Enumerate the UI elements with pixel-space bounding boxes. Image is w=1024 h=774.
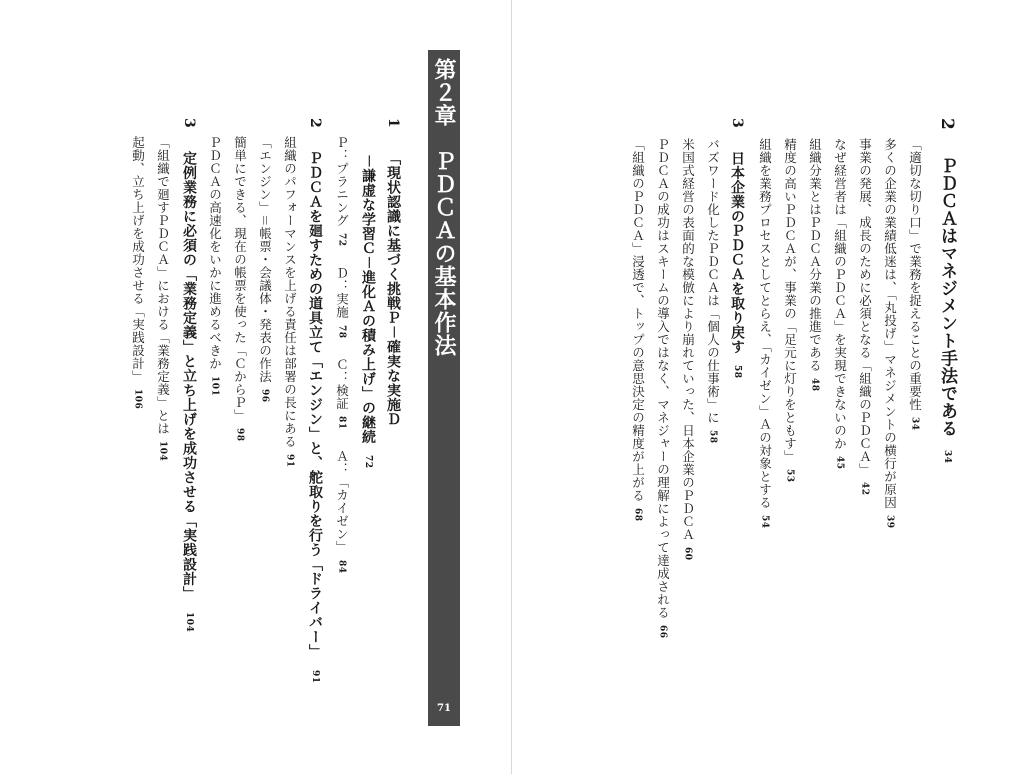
page-number: 104	[184, 611, 194, 633]
toc-item: 「適切な切り口」で業務を捉えることの重要性34	[907, 138, 923, 431]
page-number: 48	[809, 378, 820, 392]
toc-item: 「組織で廻すＰＤＣＡ」における「業務定義」とは104	[155, 136, 171, 462]
page-number: 42	[859, 482, 870, 496]
toc-item: なぜ経営者は「組織のＰＤＣＡ」を実現できないのか45	[832, 138, 848, 470]
toc-section-3-heading	[730, 118, 744, 379]
page-number: 45	[834, 456, 845, 470]
page-number: 96	[259, 389, 270, 403]
section-number: 3	[181, 118, 197, 129]
page-number: 72	[363, 455, 373, 469]
page-number: 98	[234, 428, 245, 442]
toc-section-2-heading	[938, 118, 955, 463]
toc-section-3-heading	[182, 118, 196, 632]
toc-item: 米国式経営の表面的な模倣により崩れていった、日本企業のＰＤＣＡ60	[680, 138, 696, 561]
page-number: 58	[732, 365, 742, 379]
section-number: 2	[937, 118, 957, 131]
page-number: 34	[909, 417, 920, 431]
page-number: 54	[759, 514, 770, 529]
toc-item: 起動、立ち上げを成功させる「実践設計」106	[130, 136, 146, 410]
toc-item: 組織分業とはＰＤＣＡ分業の推進である48	[807, 138, 823, 392]
toc-pdca-line: Ｐ：プラニング72Ｄ：実施78Ｃ：検証81Ａ：「カイゼン」84	[334, 136, 350, 574]
page-number: 34	[942, 449, 952, 464]
toc-item: 組織を業務プロセスとしてとらえ、「カイゼン」Ａの対象とする54	[757, 138, 773, 529]
page-number: 58	[707, 430, 718, 444]
section-title: 「現状認識に基づく挑戦Ｐ－確実な実施Ｄ	[385, 151, 401, 427]
page-number: 39	[884, 514, 895, 529]
page-number: 104	[157, 441, 168, 462]
toc-item: 「組織のＰＤＣＡ」浸透で、トップの意思決定の精度が上がる68	[630, 138, 646, 522]
page-gutter	[511, 0, 512, 774]
toc-item: 組織のパフォーマンスを上げる責任は部署の長にある91	[282, 136, 298, 468]
section-title: ＰＤＣＡを廻すための道具立て「エンジン」と、舵取りを行う「ドライバー」	[307, 151, 323, 659]
toc-item: 「エンジン」＝帳票・会議体・発表の作法96	[257, 136, 273, 403]
section-subtitle: －謙虚な学習Ｃ－進化Ａの積み上げ」の継続	[360, 154, 376, 444]
toc-section-1-heading	[386, 118, 400, 427]
page-number: 106	[132, 389, 143, 410]
toc-item: バズワード化したＰＤＣＡは「個人の仕事術」に58	[705, 138, 721, 444]
toc-item: 事業の発展、成長のために必須となる「組織のＰＤＣＡ」42	[857, 138, 873, 496]
toc-section-2-heading	[308, 118, 322, 683]
page-number: 101	[209, 376, 220, 397]
toc-item: ＰＤＣＡの成功はスキームの導入ではなく、マネジャーの理解によって達成される66	[655, 138, 671, 639]
page-number: 60	[682, 547, 693, 561]
toc-item: ＰＤＣＡの高速化をいかに進めるべきか101	[207, 136, 223, 397]
section-title: ＰＤＣＡはマネジメント手法である	[937, 157, 957, 438]
section-number: 1	[385, 118, 401, 129]
page-number: 84	[336, 559, 347, 574]
section-title: 定例業務に必須の「業務定義」と立ち上げを成功させる「実践設計」	[181, 151, 197, 601]
page-number: 91	[284, 454, 295, 468]
section-number: 2	[307, 118, 323, 129]
toc-section-1-subheading	[361, 154, 375, 469]
chapter-page-number: 71	[437, 703, 451, 714]
toc-item: 多くの企業の業績低迷は、「丸投げ」マネジメントの横行が原因39	[882, 138, 898, 529]
page-number: 53	[784, 469, 795, 483]
page-number: 78	[336, 324, 347, 339]
section-number: 3	[729, 118, 745, 129]
page-number: 72	[336, 233, 347, 247]
page-number: 66	[657, 625, 668, 639]
page-number: 68	[632, 508, 643, 522]
page-number: 91	[310, 669, 320, 684]
toc-item: 精度の高いＰＤＣＡが、事業の「足元に灯りをともす」53	[782, 138, 798, 483]
chapter-title: 第２章 ＰＤＣＡの基本作法	[431, 58, 457, 357]
toc-item: 簡単にできる、現在の帳票を使った「ＣからＰ」98	[232, 136, 248, 442]
page-number: 81	[336, 416, 347, 430]
section-title: 日本企業のＰＤＣＡを取り戻す	[729, 151, 745, 354]
